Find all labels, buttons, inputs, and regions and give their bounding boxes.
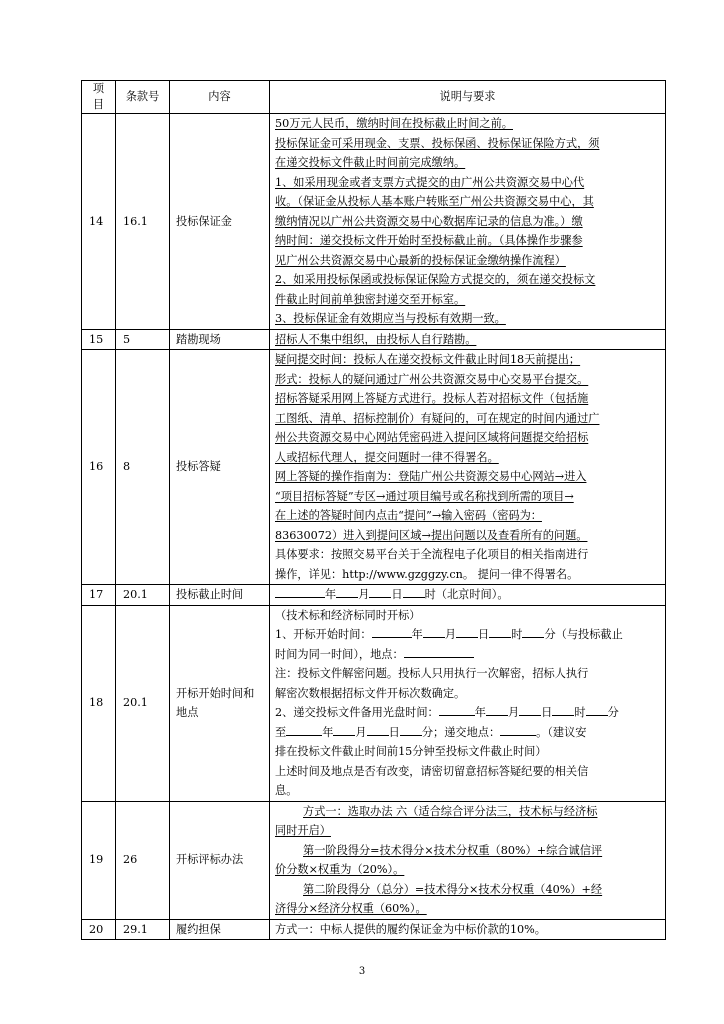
- row-clause: 26: [116, 801, 170, 919]
- row-item: 16: [82, 350, 116, 585]
- deadline-line: 年 月 日 时（北京时间）。: [275, 585, 661, 605]
- row-clause: 29.1: [116, 919, 170, 940]
- desc-line: 方式一：选取办法 六（适合综合评分法三，技术标与经济标: [303, 804, 598, 818]
- row-item: 19: [82, 801, 116, 919]
- blank-field: [439, 703, 475, 716]
- row-content: 投标保证金: [170, 114, 270, 330]
- row-content: 投标答疑: [170, 350, 270, 585]
- blank-field: [275, 585, 325, 598]
- desc-line: 方式一：中标人提供的履约保证金为中标价款的10%。: [275, 922, 546, 936]
- desc-line: 件截止时间前单独密封递交至开标室。: [275, 292, 466, 306]
- row-item: 20: [82, 919, 116, 940]
- row-content: 履约担保: [170, 919, 270, 940]
- header-description: 说明与要求: [270, 81, 666, 114]
- desc-line: 3、投标保证金有效期应当与投标有效期一致。: [275, 312, 506, 325]
- blank-field: [500, 723, 536, 736]
- blank-field: [336, 585, 358, 598]
- blank-field: [400, 723, 422, 736]
- desc-line: 投标保证金可采用现金、支票、投标保函、投标保证保险方式，须: [275, 136, 600, 150]
- desc-line: 2、如采用投标保函或投标保证保险方式提交的，须在递交投标文: [275, 273, 596, 286]
- desc-line: 息。: [275, 784, 298, 797]
- row-clause: 20.1: [116, 585, 170, 606]
- desc-line: 网上答疑的操作指南为：登陆广州公共资源交易中心网站→进入: [275, 470, 587, 483]
- desc-line: 在递交投标文件截止时间前完成缴纳。: [275, 156, 466, 169]
- blank-field: [489, 625, 511, 638]
- desc-line: 解密次数根据招标文件开标次数确定。: [275, 686, 466, 700]
- page-number: 3: [358, 966, 366, 977]
- desc-line: 2、递交投标文件备用光盘时间： 年 月 日 时 分: [275, 703, 661, 723]
- desc-line: 形式：投标人的疑问通过广州公共资源交易中心交易平台提交。: [275, 372, 589, 386]
- blank-field: [333, 723, 355, 736]
- table-header-row: [82, 81, 666, 114]
- table-row: [82, 585, 666, 606]
- table-row: [82, 329, 666, 350]
- blank-field: [552, 703, 574, 716]
- table-row: [82, 350, 666, 585]
- blank-field: [367, 723, 389, 736]
- row-clause: 5: [116, 329, 170, 350]
- desc-line: 招标人不集中组织，由投标人自行踏勘。: [275, 332, 477, 346]
- desc-line: 排在投标文件截止时间前15分钟至投标文件截止时间）: [275, 745, 547, 758]
- desc-line: （技术标和经济标同时开标）: [275, 608, 421, 622]
- desc-line: 同时开启）: [275, 824, 331, 837]
- desc-line: 第一阶段得分=技术得分×技术分权重（80%）+综合诚信评: [303, 843, 603, 857]
- row-description: [270, 329, 666, 350]
- row-description: [270, 114, 666, 330]
- desc-line: 操作，详见：http://www.gzggzy.cn。 提问一律不得署名。: [275, 567, 579, 581]
- row-item: 14: [82, 114, 116, 330]
- blank-field: [456, 625, 478, 638]
- row-clause: 16.1: [116, 114, 170, 330]
- desc-line: 见广州公共资源交易中心最新的投标保证金缴纳操作流程）: [275, 253, 566, 267]
- row-description: [270, 350, 666, 585]
- blank-field: [404, 645, 474, 658]
- blank-field: [586, 703, 608, 716]
- desc-line: 1、开标开始时间： 年 月 日 时 分（与投标截止: [275, 625, 661, 645]
- desc-line: 在上述的答疑时间内点击“提问”→输入密码（密码为：: [275, 509, 542, 522]
- desc-line: 疑问提交时间：投标人在递交投标文件截止时间18天前提出；: [275, 353, 581, 366]
- row-content: 开标开始时间和地点: [170, 605, 270, 801]
- desc-line: 具体要求：按照交易平台关于全流程电子化项目的相关指南进行: [275, 548, 589, 561]
- desc-line: 工图纸、清单、招标控制价）有疑问的，可在规定的时间内通过广: [275, 411, 600, 425]
- blank-field: [403, 585, 425, 598]
- blank-field: [519, 703, 541, 716]
- desc-line: 注：投标文件解密问题。投标人只用执行一次解密，招标人执行: [275, 667, 589, 680]
- desc-line: 至 年 月 日 分；递交地点： 。（建议安: [275, 723, 661, 743]
- blank-field: [372, 625, 412, 638]
- row-description: [270, 585, 666, 606]
- row-description: [270, 919, 666, 940]
- blank-field: [286, 723, 322, 736]
- row-clause: 20.1: [116, 605, 170, 801]
- desc-line: 83630072）进入到提问区域→提出问题以及查看所有的问题。: [275, 528, 588, 542]
- desc-line: 缴纳情况以广州公共资源交易中心数据库记录的信息为准。）缴: [275, 214, 583, 228]
- desc-line: 收。（保证金从投标人基本账户转账至广州公共资源交易中心，其: [275, 195, 594, 208]
- row-item: 15: [82, 329, 116, 350]
- desc-line: 1、如采用现金或者支票方式提交的由广州公共资源交易中心代: [275, 175, 585, 189]
- row-description: [270, 801, 666, 919]
- desc-line: 人或招标代理人，提交问题时一律不得署名。: [275, 450, 499, 464]
- table-row: [82, 801, 666, 919]
- desc-line: 州公共资源交易中心网站凭密码进入提问区域将问题提交给招标: [275, 431, 589, 444]
- blank-field: [486, 703, 508, 716]
- row-content: 投标截止时间: [170, 585, 270, 606]
- header-item: 项目: [82, 81, 116, 114]
- header-content: 内容: [170, 81, 270, 114]
- row-description: [270, 605, 666, 801]
- row-clause: 8: [116, 350, 170, 585]
- desc-line: 价分数×权重为（20%）。: [275, 863, 405, 876]
- desc-line: 第二阶段得分（总分）=技术得分×技术分权重（40%）+经: [303, 882, 603, 896]
- table-row: [82, 114, 666, 330]
- blank-field: [369, 585, 391, 598]
- blank-field: [423, 625, 445, 638]
- desc-line: 招标答疑采用网上答疑方式进行。投标人若对招标文件（包括施: [275, 392, 589, 405]
- row-content: 开标评标办法: [170, 801, 270, 919]
- desc-line: 纳时间：递交投标文件开始时至投标截止前。（具体操作步骤参: [275, 234, 583, 247]
- row-item: 18: [82, 605, 116, 801]
- desc-line: 上述时间及地点是否有改变，请密切留意招标答疑纪要的相关信: [275, 764, 589, 778]
- header-clause: 条款号: [116, 81, 170, 114]
- row-content: 踏勘现场: [170, 329, 270, 350]
- row-item: 17: [82, 585, 116, 606]
- requirements-table: [81, 80, 666, 940]
- desc-line: 时间为同一时间），地点：: [275, 645, 661, 665]
- desc-line: 50万元人民币，缴纳时间在投标截止时间之前。: [275, 117, 513, 130]
- desc-line: 济得分×经济分权重（60%）。: [275, 902, 427, 915]
- desc-line: “项目招标答疑”专区→通过项目编号或名称找到所需的项目→: [275, 489, 574, 503]
- table-row: [82, 605, 666, 801]
- blank-field: [522, 625, 544, 638]
- table-row: [82, 919, 666, 940]
